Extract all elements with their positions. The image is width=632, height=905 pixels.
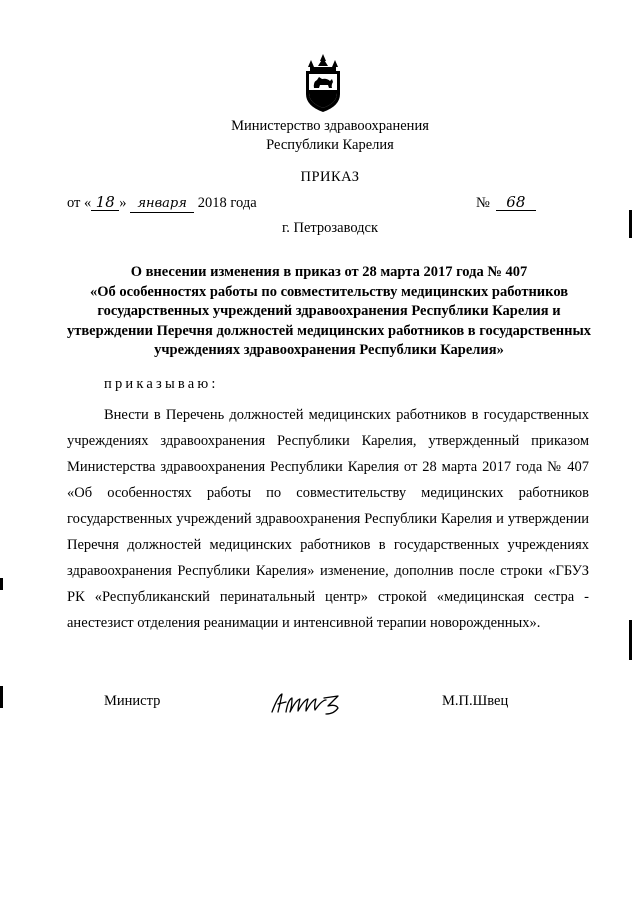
order-word: приказываю: [104, 376, 219, 392]
order-heading [66, 263, 592, 361]
ministry-name [0, 117, 632, 155]
date-day: 18 [91, 194, 119, 211]
order-number [476, 194, 536, 212]
scan-edge-mark [0, 578, 3, 590]
body-paragraph: Внести в Перечень должностей медицинских работников в государственных учреждениях здравоохранения Республики Карелия, утвержденный приказом Министерства здравоохранения Республики Карелия от 28 марта 2017 года № 407 «Об особенностях работы по совместительству медицинских работников государственных учреждений здравоохранения Республики Карелия и утверждении Перечня должностей медицинских работников в государственных учреждениях здравоохранения Республики Карелия» изменение, дополнив после строки «ГБУЗ РК «Республиканский перинатальный центр» строкой «медицинская сестра - анестезист отделения реанимации и интенсивной терапии новорожденных». [67, 407, 589, 631]
date-mid: » [119, 195, 127, 211]
number-prefix: № [476, 195, 490, 211]
ministry-line-1: Министерство здравоохранения [231, 118, 429, 134]
ministry-line-2: Республики Карелия [266, 137, 394, 153]
signer-name: М.П.Швец [442, 693, 509, 709]
heading-line-2: «Об особенностях работы по совместительству медицинских работников государственных учреждений здравоохранения Республики Карелия и утверждении Перечня должностей медицинских работников в государственных учреждениях здравоохранения Республики Карелия» [66, 283, 592, 358]
signature-block [0, 690, 632, 720]
signature-icon [268, 690, 360, 716]
number-value: 68 [496, 194, 536, 211]
heading-line-1: О внесении изменения в приказ от 28 марта 2017 года № 407 [130, 264, 528, 280]
city: г. Петрозаводск [281, 220, 379, 236]
signer-title: Министр [104, 693, 161, 709]
date-year: 2018 года [197, 195, 257, 211]
document-type: ПРИКАЗ [300, 169, 360, 185]
scan-edge-mark [0, 686, 3, 708]
date-line [67, 194, 257, 213]
date-month: января [130, 196, 194, 213]
date-prefix: от « [67, 195, 92, 211]
coat-of-arms-icon [301, 52, 345, 114]
